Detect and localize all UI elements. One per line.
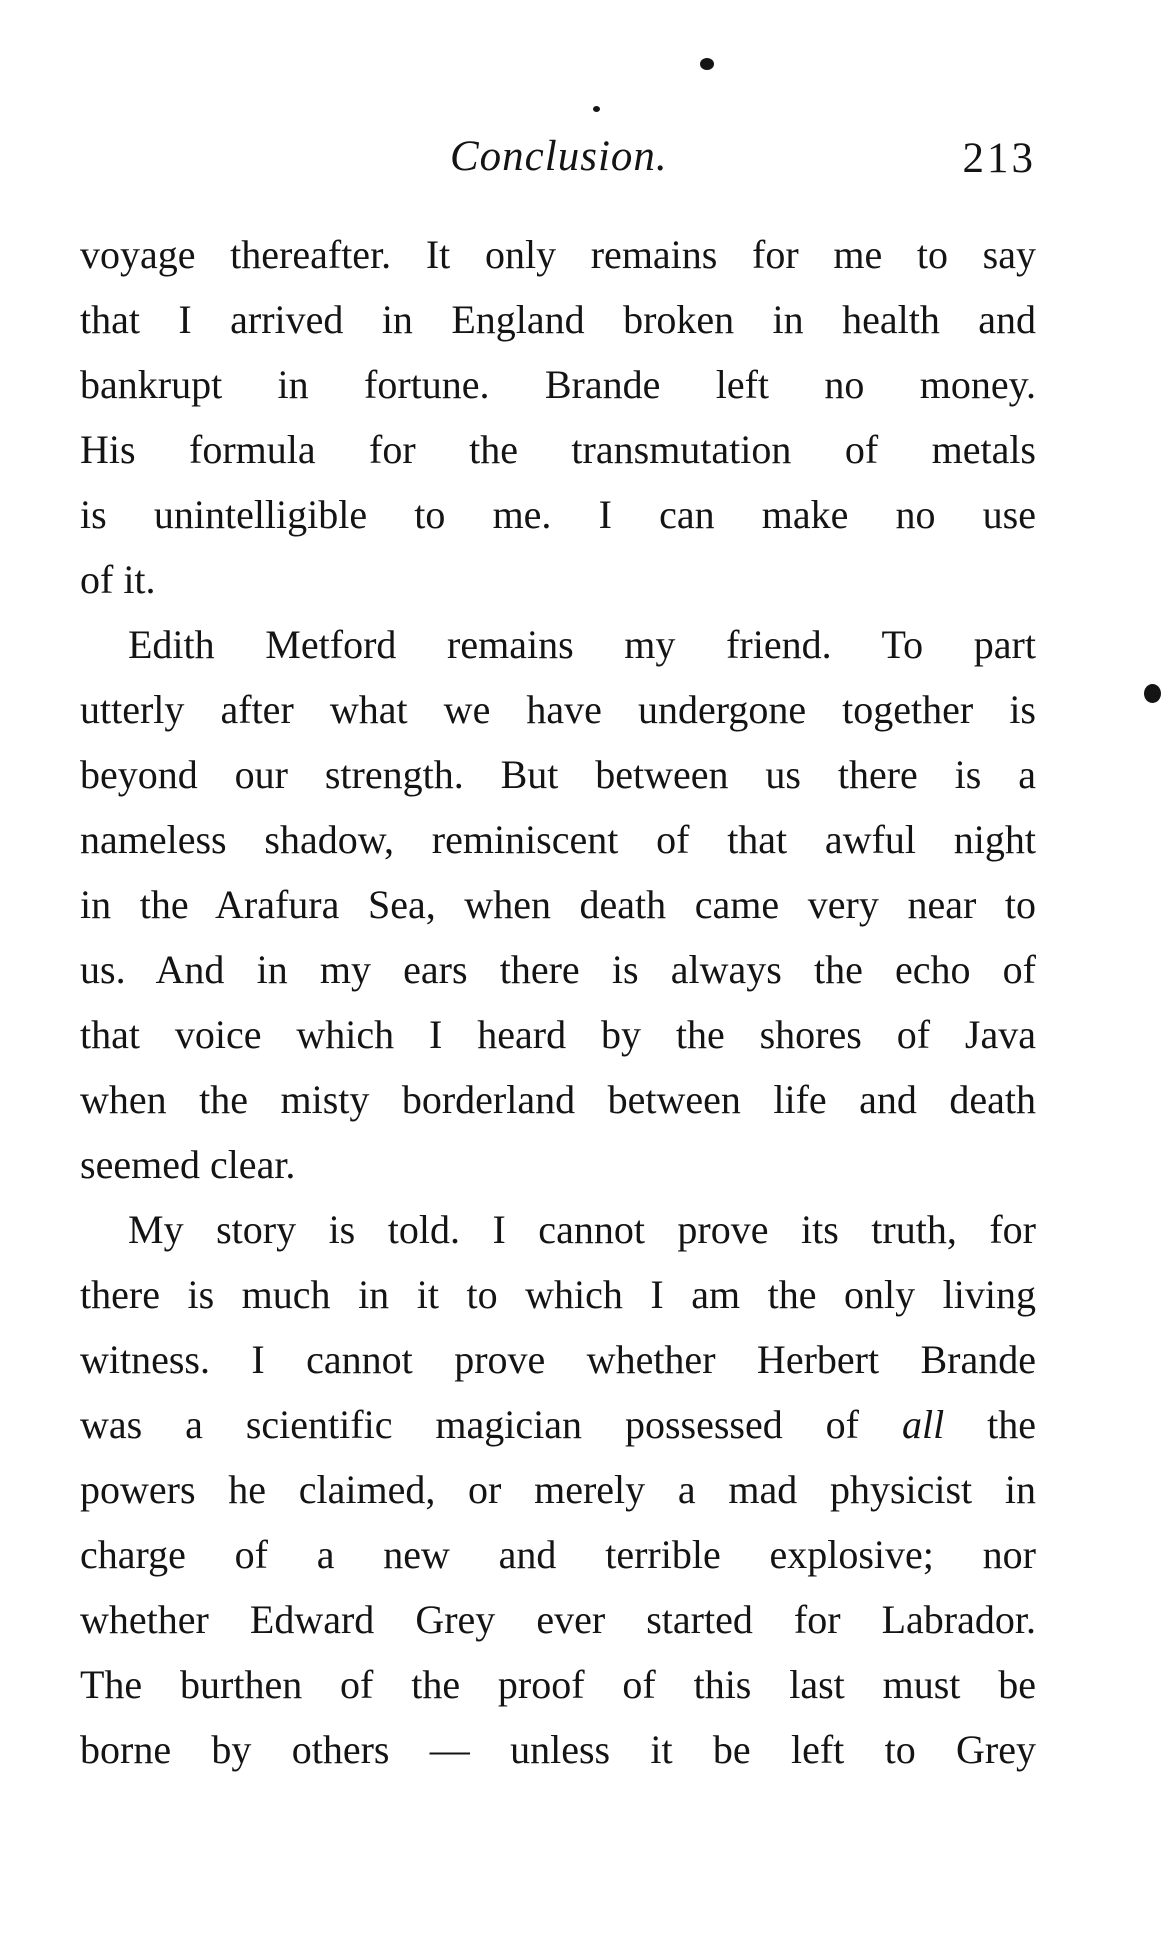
text-line: there is much in it to which I am the only living bbox=[80, 1272, 1036, 1317]
text-segment: was a scientific magician possessed of bbox=[80, 1402, 859, 1447]
text-line: borne by others — unless it be left to Grey bbox=[80, 1727, 1036, 1772]
paragraph bbox=[80, 1197, 1036, 1782]
ink-speck bbox=[700, 58, 714, 70]
text-line: My story is told. I cannot prove its truth, for bbox=[128, 1207, 1036, 1252]
text-segment: the bbox=[987, 1402, 1037, 1447]
ink-speck bbox=[1144, 684, 1161, 703]
text-line: whether Edward Grey ever started for Labrador. bbox=[80, 1597, 1036, 1642]
text-line: utterly after what we have undergone together is bbox=[80, 687, 1036, 732]
text-line: Edith Metford remains my friend. To part bbox=[128, 622, 1036, 667]
text-line: us. And in my ears there is always the echo of bbox=[80, 947, 1036, 992]
text-line: seemed clear. bbox=[80, 1142, 296, 1187]
text-line: powers he claimed, or merely a mad physicist in bbox=[80, 1467, 1036, 1512]
text-line: His formula for the transmutation of metals bbox=[80, 427, 1036, 472]
text-line: of it. bbox=[80, 557, 156, 602]
text-line: The burthen of the proof of this last must be bbox=[80, 1662, 1036, 1707]
paragraph bbox=[80, 222, 1036, 612]
text-line: voyage thereafter. It only remains for me to say bbox=[80, 232, 1036, 277]
page-number: 213 bbox=[962, 135, 1036, 182]
paragraph bbox=[80, 612, 1036, 1197]
text-line: in the Arafura Sea, when death came very near to bbox=[80, 882, 1036, 927]
text-line: that I arrived in England broken in health and bbox=[80, 297, 1036, 342]
running-title: Conclusion. bbox=[450, 133, 668, 180]
text-line: beyond our strength. But between us there is a bbox=[80, 752, 1036, 797]
emphasis-word: all bbox=[901, 1402, 945, 1447]
text-line: that voice which I heard by the shores of Java bbox=[80, 1012, 1036, 1057]
text-line: bankrupt in fortune. Brande left no money. bbox=[80, 362, 1036, 407]
running-head bbox=[80, 132, 1036, 192]
text-line: when the misty borderland between life and death bbox=[80, 1077, 1036, 1122]
text-line: nameless shadow, reminiscent of that awful night bbox=[80, 817, 1036, 862]
text-line: charge of a new and terrible explosive; nor bbox=[80, 1532, 1036, 1577]
text-line: witness. I cannot prove whether Herbert Brande bbox=[80, 1337, 1036, 1382]
ink-speck bbox=[593, 106, 600, 112]
text-line-with-emphasis bbox=[80, 1392, 1036, 1457]
body-text bbox=[80, 222, 1036, 1782]
text-line: is unintelligible to me. I can make no use bbox=[80, 492, 1036, 537]
